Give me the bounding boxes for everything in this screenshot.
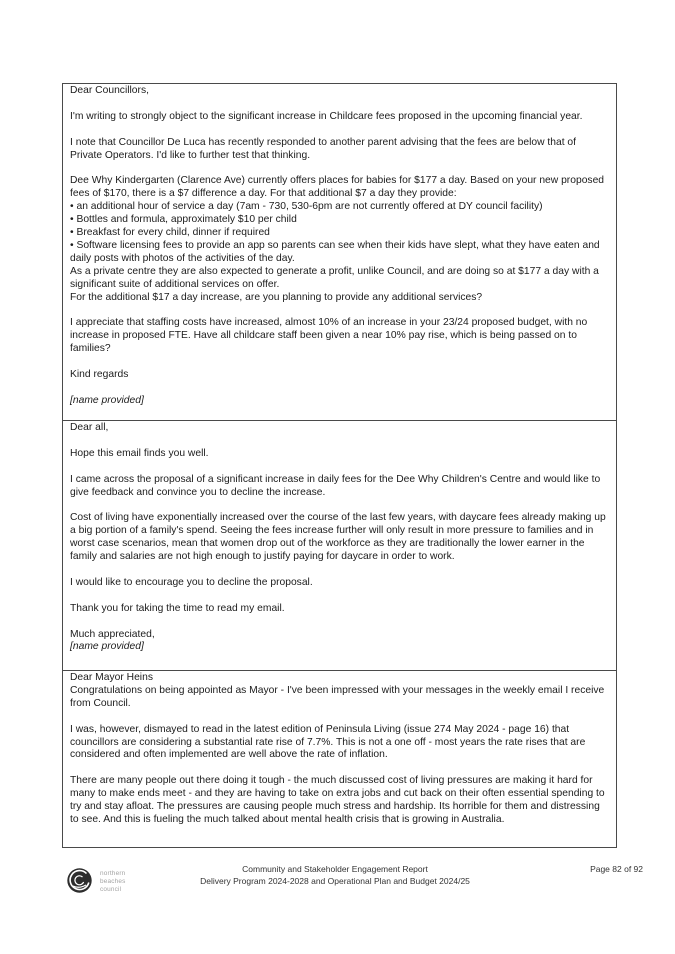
email-paragraph: [name provided] [70,641,144,653]
council-logo-icon [66,867,93,894]
email-paragraph: As a private centre they are also expected to generate a profit, unlike Council, and are doing so at $177 a day with a significant suite of additional services on offer. [70,265,602,290]
email-paragraph: Congratulations on being appointed as Mayor - I've been impressed with your messages in the weekly email I receive from Council. [70,684,608,709]
blank-line [70,590,609,603]
email-submissions-table [62,83,617,848]
blank-line [70,124,609,137]
blank-line [70,435,609,448]
logo-line-3: council [100,885,122,893]
blank-line [70,382,609,395]
email-paragraph: For the additional $17 a day increase, are you planning to provide any additional services? [70,291,483,303]
logo-line-1: northern [100,870,126,877]
email-paragraph: Kind regards [70,368,129,380]
blank-line [70,564,609,577]
page-number: Page 82 of 92 [590,864,643,874]
email-paragraph: Much appreciated, [70,628,155,640]
email-paragraph: I was, however, dismayed to read in the latest edition of Peninsula Living (issue 274 May 2024 - page 16) that councillors are considering a substantial rate rise of 7.7%. This is not a one off - most years the rate rises that are considered and often implemented are well above the rate of inflation. [70,723,589,761]
blank-line [70,162,609,175]
blank-line [70,616,609,629]
email-paragraph: Cost of living have exponentially increased over the course of the last few years, with daycare fees already making up a big portion of a family's spend. Seeing the fees increase further will only result in more pressure to families and in worst case scenarios, mean that women drop out of the workforce as they are traditionally the lower earner in the family and salaries are not high enough to justify paying for daycare in order to work. [70,512,609,563]
council-logo [66,867,126,894]
email-paragraph: • an additional hour of service a day (7am - 730, 530-6pm are not currently offered at DY council facility) [70,201,543,213]
blank-line [70,461,609,474]
email-paragraph: • Bottles and formula, approximately $10 per child [70,214,297,226]
email-paragraph: I'm writing to strongly object to the significant increase in Childcare fees proposed in the upcoming financial year. [70,110,583,122]
email-paragraph: I would like to encourage you to decline the proposal. [70,576,313,588]
email-submission-1 [62,83,617,421]
logo-line-2: beaches [100,877,126,885]
email-paragraph: • Software licensing fees to provide an app so parents can see when their kids have slept, what they have eaten and daily posts with photos of the activities of the day. [70,239,603,264]
email-paragraph: [name provided] [70,394,144,406]
report-subtitle: Delivery Program 2024-2028 and Operational Plan and Budget 2024/25 [200,875,470,886]
council-logo-text [100,867,126,893]
blank-line [70,711,609,724]
email-submission-2 [62,420,617,671]
email-paragraph: Dear all, [70,422,109,433]
email-paragraph: I came across the proposal of a significant increase in daily fees for the Dee Why Children's Centre and would like to give feedback and convince you to decline the increase. [70,473,604,498]
email-paragraph: Thank you for taking the time to read my email. [70,602,285,614]
blank-line [70,304,609,317]
email-paragraph: • Breakfast for every child, dinner if required [70,226,270,238]
blank-line [70,762,609,775]
email-submission-3 [62,670,617,848]
email-paragraph: Dear Councillors, [70,85,149,96]
email-paragraph: I note that Councillor De Luca has recently responded to another parent advising that the fees are below that of Private Operators. I'd like to further test that thinking. [70,136,579,161]
blank-line [70,356,609,369]
page-footer [0,860,675,930]
email-paragraph: Dear Mayor Heins [70,672,153,683]
blank-line [70,98,609,111]
email-paragraph: There are many people out there doing it tough - the much discussed cost of living pressures are making it hard for many to make ends meet - and they are having to take on extra jobs and cut back on their often essential spending to try and stay afloat. The pressures are causing people much stress and hardship. Its horrible for them and distressing to see. And this is fueling the much talked about mental health crisis that is growing in Australia. [70,775,608,825]
email-paragraph: I appreciate that staffing costs have increased, almost 10% of an increase in your 23/24 proposed budget, with no increase in proposed FTE. Have all childcare staff been given a near 10% pay rise, which is being passed on to families? [70,317,591,355]
blank-line [70,499,609,512]
report-title: Community and Stakeholder Engagement Report [242,864,428,874]
email-paragraph: Dee Why Kindergarten (Clarence Ave) currently offers places for babies for $177 a day. Based on your new proposed fees of $170, there is a $7 difference a day. For that additional $7 a day they provide: [70,175,607,200]
email-paragraph: Hope this email finds you well. [70,447,209,459]
footer-report-title-block [150,864,520,887]
